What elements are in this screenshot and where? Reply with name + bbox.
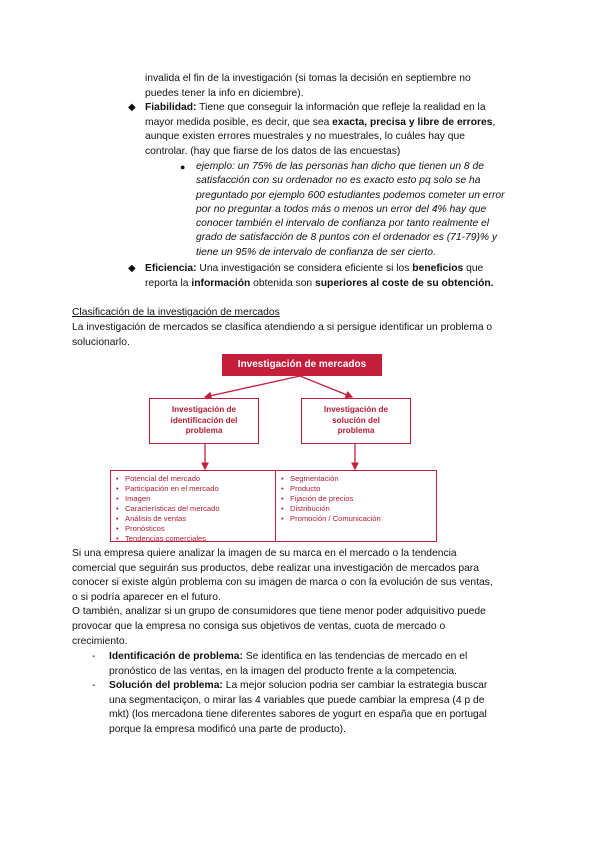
text-line: porque la empresa modificó una parte de producto). [109,723,346,735]
list-item: • Tendencias comerciales [125,534,275,542]
list-item: • Características del mercado [125,504,275,514]
text-line: preguntado por ejemplo 600 estudiantes podemos cometer un error [196,189,505,201]
list-item: • Análisis de ventas [125,514,275,524]
text-fragment: , [492,116,496,128]
solucion-item [109,679,487,737]
box-label: Investigación de [323,405,389,415]
text-line: tiene un 95% de intervalo de confianza de ser cierto. [196,246,436,258]
text-line: puedes tener la info en diciembre). [145,87,304,99]
box-label: problema [337,426,375,436]
identificacion-box [149,398,259,444]
text-line: por no preguntar a todos más o menos un error del 4% hay que [196,203,487,215]
box-label: Investigación de [171,405,237,415]
text-line: mkt) (los mercadona tiene diferentes sabores de yogurt en españa que en portugal [109,709,487,721]
emphasis-text: beneficios [412,263,464,274]
box-label: solución del [332,415,380,425]
text-line: grado de satisfacción de 8 puntos con el ordenador es (71-79)% y [196,232,498,244]
list-item: • Fijación de precios [290,494,436,504]
text-line: invalida el fin de la investigación (si tomas la decisión en septiembre no [145,73,471,84]
section-title: Clasificación de la investigación de mercados [72,307,280,318]
identificacion-item [109,650,467,679]
text-fragment: Tiene que conseguir la información que refleje la realidad en la [196,102,486,113]
arrow-right-icon [300,376,352,397]
text-fragment: Se identifica en las tendencias de mercado en el [242,651,468,662]
text-line: crecimiento. [72,635,128,647]
text-line: solucionarlo. [72,336,130,348]
dash-bullet-icon: - [92,680,96,691]
list-item: • Producto [290,484,436,494]
eficiencia-term: Eficiencia: [145,263,197,274]
list-item: • Potencial del mercado [125,474,275,484]
emphasis-text: información [191,277,251,289]
list-item: • Imagen [125,494,275,504]
solucion-term: Solución del problema: [109,680,223,691]
ident-term: Identificación de problema: [109,651,243,662]
list-item: • Pronósticos [125,524,275,534]
text-fragment: mayor medida posible, es decir, que sea [145,116,333,128]
text-line: O también, analizar si un grupo de consumidores que tiene menor poder adquisitivo puede [72,606,486,618]
text-line: pronóstico de las ventas, en la imagen del producto frente a la competencia. [109,665,458,677]
text-line: La investigación de mercados se clasifica atendiendo a si persigue identificar un problema o [72,322,493,333]
diamond-bullet-icon: ◆ [128,102,136,113]
box-label: identificación del [170,415,238,425]
text-line: una segmentaciçon, o mirar las 4 variables que puede cambiar la empresa (4 p de [109,694,485,706]
text-line: satisfacción con su ordenador no es exacto esto pq solo se ha [196,175,481,187]
box-label: problema [185,426,223,436]
paragraph-imagen [72,547,493,649]
list-item: • Segmentación [290,474,436,484]
text-line: comercial que seguirán sus productos, debe realizar una investigación de mercados para [72,562,479,574]
dash-bullet-icon: - [92,651,96,662]
text-fragment: reporta la [145,277,192,289]
text-line: o si podría aparecer en el futuro. [72,591,221,603]
text-line: Si una empresa quiere analizar la imagen de su marca en el mercado o la tendencia [72,548,457,559]
solucion-box [301,398,411,444]
diamond-bullet-icon: ◆ [128,263,136,274]
text-fragment: que [463,263,484,274]
text-line: provocar que la empresa no consiga sus objetivos de ventas, cuota de mercado o [72,620,446,632]
fiabilidad-term: Fiabilidad: [145,102,197,113]
solucion-list [275,470,437,542]
diagram-title-box: Investigación de mercados [222,354,382,376]
dot-bullet-icon: ● [180,162,186,172]
text-line: conocer también el intervalo de confianza por tanto realmente el [196,218,490,230]
emphasis-text: exacta, precisa y libre de errores [332,116,493,128]
list-item: • Distribución [290,504,436,514]
text-line: controlar. (hay que fiarse de los datos de las encuestas) [145,145,401,157]
text-fragment: Una investigación se considera eficiente si los [196,263,413,274]
list-item: • Promoción / Comunicación [290,514,436,524]
text-fragment: La mejor solucion podria ser cambiar la estrategia buscar [222,680,488,691]
text-line: ejemplo: un 75% de las personas han dicho que tienen un 8 de [196,161,484,172]
text-line: conocer si existe algún problema con su imagen de marca o con la evolución de sus ventas, [72,577,493,589]
list-item: • Participación en el mercado [125,484,275,494]
text-fragment: obtenida son [250,277,316,289]
text-line: aunque existen errores muestrales y no muestrales, lo cuáles hay que [145,131,465,143]
emphasis-text: superiores al coste de su obtención. [315,277,494,289]
arrow-left-icon [205,376,300,397]
identificacion-list [110,470,276,542]
